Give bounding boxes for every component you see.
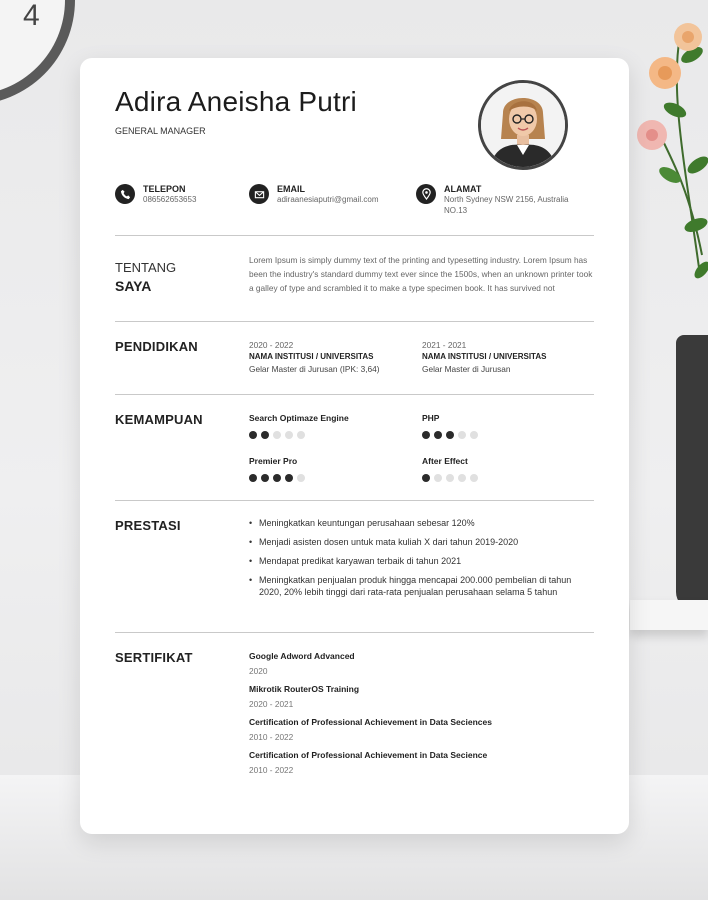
address-line: North Sydney NSW 2156, Australia	[444, 195, 569, 204]
certificate-year: 2020 - 2021	[249, 699, 294, 709]
about-title: SAYA	[115, 278, 152, 294]
achievement-item	[249, 575, 594, 598]
skill-rating	[422, 431, 592, 439]
section-divider	[115, 394, 594, 395]
bullet: •	[249, 556, 253, 566]
phone-number: 086562653653	[143, 195, 197, 204]
achievements-list	[249, 518, 594, 606]
education-degree: Gelar Master di Jurusan	[422, 364, 511, 374]
section-divider	[115, 321, 594, 322]
rating-dot-filled	[249, 474, 257, 482]
wall-clock	[0, 0, 80, 190]
certificate-year: 2010 - 2022	[249, 765, 294, 775]
certificate-name: Google Adword Advanced	[249, 651, 355, 661]
education-degree: Gelar Master di Jurusan (IPK: 3,64)	[249, 364, 380, 374]
contact-phone	[115, 184, 196, 205]
mail-icon	[249, 184, 269, 204]
certificate-year: 2020	[249, 666, 268, 676]
education-years: 2021 - 2021	[422, 340, 467, 350]
about-title: TENTANG	[115, 260, 177, 275]
skill-name: After Effect	[422, 456, 468, 466]
clock-numeral: 4	[23, 0, 40, 32]
rating-dot-filled	[261, 474, 269, 482]
certificate-year: 2010 - 2022	[249, 732, 294, 742]
job-title: GENERAL MANAGER	[115, 126, 206, 136]
bullet: •	[249, 537, 253, 547]
skill-item	[422, 413, 592, 439]
about-text: Lorem Ipsum is simply dummy text of the printing and typesetting industry. Lorem Ipsum has been the industry's standard dummy text ever since the 1500s, when an unknown printer took a galley of type and scrambled it to make a type specimen book. It has survived not	[249, 255, 593, 293]
rating-dot-filled	[422, 474, 430, 482]
section-divider	[115, 500, 594, 501]
rating-dot-filled	[434, 431, 442, 439]
contact-label: ALAMAT	[444, 184, 482, 194]
rating-dot-empty	[470, 431, 478, 439]
contact-label: EMAIL	[277, 184, 305, 194]
achievement-text: Meningkatkan keuntungan perusahaan sebesar 120%	[259, 518, 475, 528]
achievement-item	[249, 537, 594, 549]
rating-dot-empty	[434, 474, 442, 482]
certificate-item	[249, 717, 492, 742]
skill-item	[422, 456, 592, 482]
certificate-name: Certification of Professional Achievement in Data Secience	[249, 750, 488, 760]
education-years: 2020 - 2022	[249, 340, 294, 350]
rating-dot-empty	[297, 431, 305, 439]
skill-name: Search Optimaze Engine	[249, 413, 349, 423]
rating-dot-filled	[249, 431, 257, 439]
contact-email	[249, 184, 379, 205]
rating-dot-empty	[470, 474, 478, 482]
achievement-text: Menjadi asisten dosen untuk mata kuliah X dari tahun 2019-2020	[259, 537, 519, 547]
vase	[676, 335, 708, 610]
rating-dot-empty	[446, 474, 454, 482]
achievement-item	[249, 556, 594, 568]
certificate-name: Mikrotik RouterOS Training	[249, 684, 360, 694]
skill-rating	[249, 474, 419, 482]
skill-rating	[422, 474, 592, 482]
certificate-item	[249, 684, 359, 709]
rating-dot-filled	[446, 431, 454, 439]
skill-rating	[249, 431, 419, 439]
section-divider	[115, 235, 594, 236]
flower-plant	[630, 15, 708, 285]
achievements-title: PRESTASI	[115, 518, 181, 533]
rating-dot-filled	[285, 474, 293, 482]
address-line: NO.13	[444, 206, 468, 215]
education-institution: NAMA INSTITUSI / UNIVERSITAS	[249, 352, 374, 361]
certificate-item	[249, 750, 487, 775]
education-title: PENDIDIKAN	[115, 339, 198, 354]
certificate-item	[249, 651, 355, 676]
contact-address	[416, 184, 569, 216]
rating-dot-empty	[297, 474, 305, 482]
skill-name: PHP	[422, 413, 440, 423]
resume-card	[80, 58, 629, 834]
bullet: •	[249, 518, 253, 528]
location-pin-icon	[416, 184, 436, 204]
profile-photo	[478, 80, 568, 170]
education-institution: NAMA INSTITUSI / UNIVERSITAS	[422, 352, 547, 361]
skill-item	[249, 413, 419, 439]
education-entry	[422, 340, 592, 374]
phone-icon	[115, 184, 135, 204]
email-address: adiraanesiaputri@gmail.com	[277, 195, 379, 204]
rating-dot-empty	[458, 431, 466, 439]
contact-label: TELEPON	[143, 184, 186, 194]
rating-dot-empty	[458, 474, 466, 482]
skills-title: KEMAMPUAN	[115, 412, 203, 427]
rating-dot-empty	[273, 431, 281, 439]
skill-item	[249, 456, 419, 482]
education-entry	[249, 340, 419, 374]
certificates-title: SERTIFIKAT	[115, 650, 193, 665]
achievement-text: Meningkatkan penjualan produk hingga mencapai 200.000 pembelian di tahun 2020, 20% lebih tinggi dari rata-rata penjualan perusahaan selama 5 tahun	[259, 575, 572, 597]
skill-name: Premier Pro	[249, 456, 298, 466]
achievement-item	[249, 518, 594, 530]
achievement-text: Mendapat predikat karyawan terbaik di tahun 2021	[259, 556, 462, 566]
rating-dot-filled	[422, 431, 430, 439]
rating-dot-filled	[273, 474, 281, 482]
shelf	[630, 600, 708, 630]
section-divider	[115, 632, 594, 633]
bullet: •	[249, 575, 253, 585]
rating-dot-filled	[261, 431, 269, 439]
resume-name: Adira Aneisha Putri	[115, 86, 357, 117]
rating-dot-empty	[285, 431, 293, 439]
certificate-name: Certification of Professional Achievement in Data Seciences	[249, 717, 492, 727]
